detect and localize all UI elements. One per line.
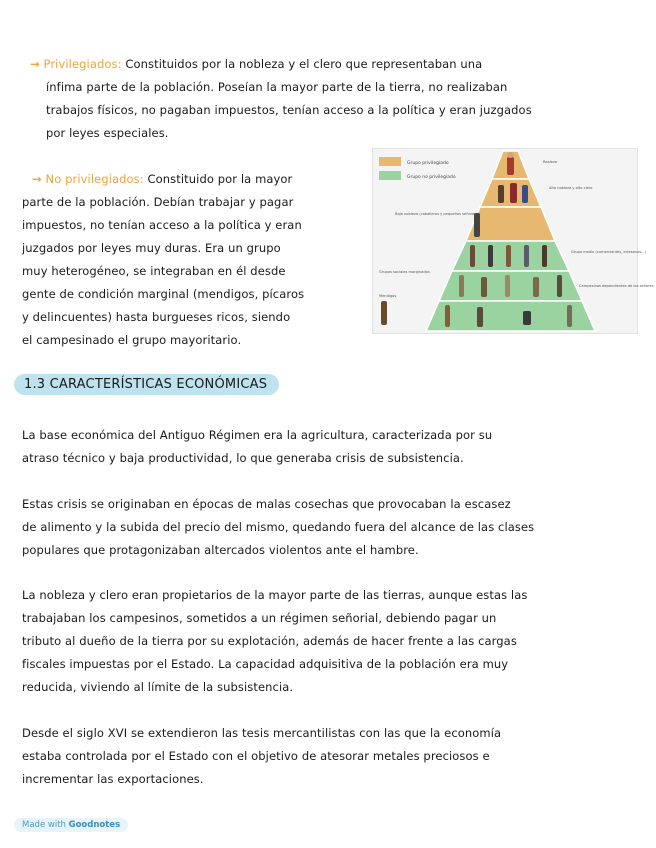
peasant-figure xyxy=(459,275,464,297)
non-privileged-line-1 xyxy=(22,168,367,191)
label-high-nobility: Alta nobleza y alto clero xyxy=(549,186,593,190)
economy-paragraph-2 xyxy=(22,493,642,562)
non-privileged-paragraph xyxy=(22,168,367,352)
non-privileged-text-line: parte de la población. Debían trabajar y pagar xyxy=(22,195,294,209)
economy-line: atraso técnico y baja productividad, lo que generaba crisis de subsistencia. xyxy=(22,451,464,465)
bourgeois-figure xyxy=(470,245,475,267)
economy-paragraph-4 xyxy=(22,722,642,791)
economy-line: fiscales impuestas por el Estado. La capacidad adquisitiva de la población era muy xyxy=(22,657,509,671)
economy-line: incrementar las exportaciones. xyxy=(22,772,204,786)
marginal-figure xyxy=(445,305,450,327)
arrow-right-icon: → xyxy=(32,172,42,186)
privileged-text-line: Constituidos por la nobleza y el clero que representaban una xyxy=(125,57,483,71)
bourgeois-figure xyxy=(506,245,511,267)
king-figure xyxy=(507,157,514,175)
economy-line: Estas crisis se originaban en épocas de malas cosechas que provocaban la escasez xyxy=(22,497,511,511)
privileged-text-line: trabajos físicos, no pagaban impuestos, tenían acceso a la política y eran juzgados xyxy=(46,103,532,117)
non-privileged-text-line: impuestos, no tenían acceso a la política y eran xyxy=(22,218,302,232)
badge-brand: Goodnotes xyxy=(68,820,121,830)
bourgeois-figure xyxy=(488,245,493,267)
privileged-text-line: ínfima parte de la población. Poseían la mayor parte de la tierra, no realizaban xyxy=(46,80,508,94)
peasant-figure xyxy=(505,275,510,297)
social-pyramid-diagram xyxy=(373,149,654,333)
marginal-figure xyxy=(567,305,572,327)
arrow-right-icon: → xyxy=(30,57,40,71)
privileged-paragraph xyxy=(30,53,642,145)
non-privileged-text-line: y delincuentes) hasta burgueses ricos, siendo xyxy=(22,310,291,324)
label-king: Realeza xyxy=(543,160,558,164)
non-privileged-text-line: juzgados por leyes muy duras. Era un grupo xyxy=(22,241,281,255)
label-marginal: Grupos sociales marginados xyxy=(379,270,430,274)
economy-line: La base económica del Antiguo Régimen era la agricultura, caracterizada por su xyxy=(22,428,493,442)
bourgeois-figure xyxy=(542,245,547,267)
legend-label-privileged: Grupo privilegiado xyxy=(407,161,449,166)
economy-line: de alimento y la subida del precio del mismo, quedando fuera del alcance de las clases xyxy=(22,520,535,534)
legend-label-non-privileged: Grupo no privilegiado xyxy=(407,175,456,180)
section-heading: 1.3 CARACTERÍSTICAS ECONÓMICAS xyxy=(14,374,279,395)
marginal-figure xyxy=(523,311,531,325)
beggar-figure xyxy=(381,301,387,325)
label-beggars: Mendigos xyxy=(379,294,397,298)
privileged-term: Privilegiados: xyxy=(43,57,122,71)
bourgeois-figure xyxy=(524,245,529,267)
non-privileged-term: No privilegiados: xyxy=(45,172,144,186)
non-privileged-text-line: gente de condición marginal (mendigos, pícaros xyxy=(22,287,305,301)
economy-paragraph-3 xyxy=(22,584,642,699)
label-peasants: Campesinos dependientes de los señores xyxy=(579,284,654,288)
legend-swatch-privileged xyxy=(379,157,401,166)
noble-figure xyxy=(498,185,504,203)
peasant-figure xyxy=(557,275,562,297)
section-heading-wrap xyxy=(14,373,279,397)
economy-paragraph-1 xyxy=(22,424,642,470)
social-pyramid-figure xyxy=(372,148,654,334)
made-with-goodnotes-badge[interactable] xyxy=(14,818,128,832)
legend-swatch-non-privileged xyxy=(379,171,401,180)
economy-line: trabajaban los campesinos, sometidos a un régimen señorial, debiendo pagar un xyxy=(22,611,497,625)
label-bourgeoisie: Grupo medio (comerciantes, artesanos...) xyxy=(571,250,646,254)
economy-line: Desde el siglo XVI se extendieron las tesis mercantilistas con las que la economía xyxy=(22,726,502,740)
noble-figure xyxy=(510,183,517,203)
king-head xyxy=(508,152,514,158)
non-privileged-text-line: muy heterogéneo, se integraban en él desde xyxy=(22,264,286,278)
privileged-line-1 xyxy=(30,53,642,76)
label-low-nobility: Baja nobleza (caballeros y pequeños señores) xyxy=(395,212,478,216)
peasant-figure xyxy=(481,277,487,297)
non-privileged-text-line: el campesinado el grupo mayoritario. xyxy=(22,333,242,347)
noble-figure xyxy=(522,185,528,203)
peasant-figure xyxy=(533,277,539,297)
economy-line: La nobleza y clero eran propietarios de la mayor parte de las tierras, aunque estas las xyxy=(22,588,528,602)
privileged-text-line: por leyes especiales. xyxy=(46,126,169,140)
economy-line: populares que protagonizaban altercados violentos ante el hambre. xyxy=(22,543,419,557)
marginal-figure xyxy=(477,307,483,327)
knight-figure xyxy=(474,213,480,237)
non-privileged-text-line: Constituido por la mayor xyxy=(147,172,293,186)
economy-line: tributo al dueño de la tierra por su explotación, además de hacer frente a las cargas xyxy=(22,634,517,648)
badge-prefix: Made with xyxy=(22,820,66,830)
economy-line: reducida, viviendo al límite de la subsistencia. xyxy=(22,680,294,694)
economy-line: estaba controlada por el Estado con el objetivo de atesorar metales preciosos e xyxy=(22,749,490,763)
